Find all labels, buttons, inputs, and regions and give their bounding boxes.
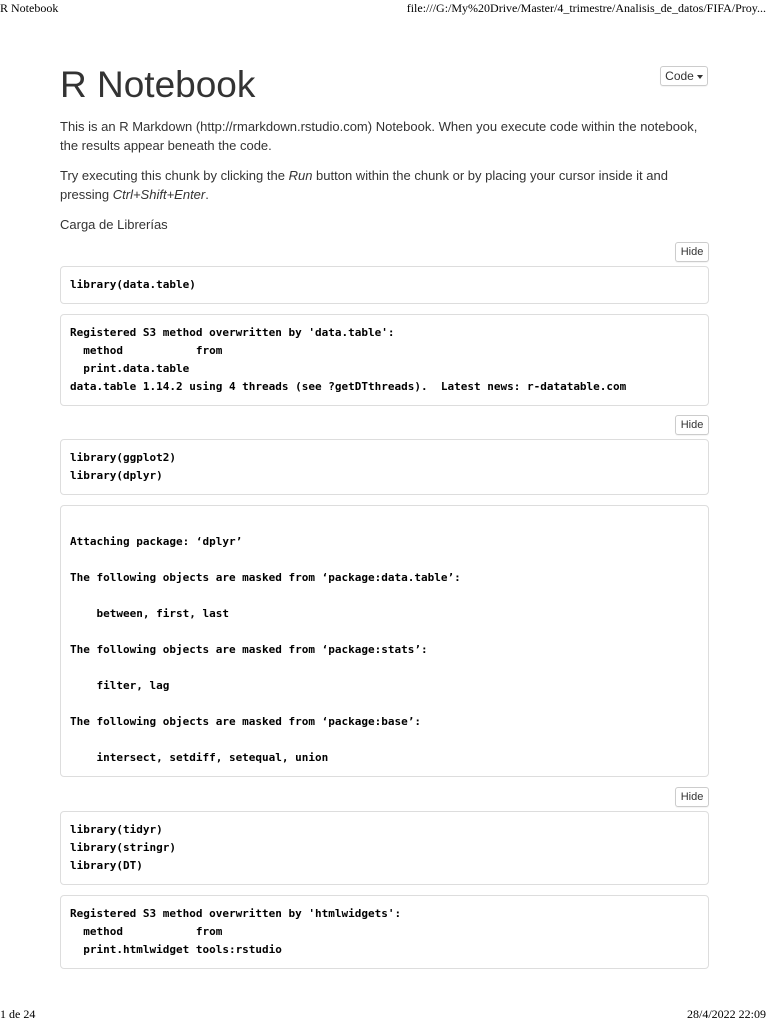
hide-button-chunk-3[interactable]: Hide — [675, 787, 709, 807]
intro-paragraph — [60, 117, 709, 155]
print-header-title: R Notebook — [0, 1, 59, 15]
print-header-url: file:///G:/My%20Drive/Master/4_trimestre/Analisis_de_datos/FIFA/Proy... — [406, 1, 766, 15]
output-chunk-2: Attaching package: ‘dplyr’ The following objects are masked from ‘package:data.table’: between, first, last The following objects are masked from ‘package:stats’: filter, lag The following objects are masked from ‘package:base’: intersect, setdiff, setequal, union — [60, 505, 709, 777]
code-chunk-1[interactable]: library(data.table) — [60, 266, 709, 304]
page-title: R Notebook — [60, 64, 256, 105]
output-chunk-1: Registered S3 method overwritten by 'data.table': method from print.data.table data.table 1.14.2 using 4 threads (see ?getDTthreads). Latest news: r-datatable.com — [60, 314, 709, 406]
hide-button-chunk-1[interactable]: Hide — [675, 242, 709, 262]
shortcut-term: Ctrl+Shift+Enter — [112, 187, 206, 202]
run-term: Run — [288, 168, 313, 183]
instructions-text-1: Try executing this chunk by clicking the — [60, 168, 289, 183]
output-chunk-3: Registered S3 method overwritten by 'htmlwidgets': method from print.htmlwidget tools:rstudio — [60, 895, 709, 969]
instructions-paragraph — [60, 166, 709, 204]
instructions-text-3: . — [205, 187, 209, 202]
code-chunk-3[interactable]: library(tidyr) library(stringr) library(DT) — [60, 811, 709, 885]
hide-button-chunk-2[interactable]: Hide — [675, 415, 709, 435]
intro-text: This is an R Markdown (http://rmarkdown.rstudio.com) Notebook. When you execute code within the notebook, the results appear beneath the code. — [60, 119, 698, 153]
instructions-text-2: button within the chunk or by placing your cursor inside it and pressing — [60, 168, 668, 202]
code-chunk-2[interactable]: library(ggplot2) library(dplyr) — [60, 439, 709, 495]
print-timestamp: 28/4/2022 22:09 — [686, 1007, 766, 1021]
caret-down-icon — [697, 75, 703, 79]
code-toggle-label: Code — [665, 69, 694, 83]
code-toggle-button[interactable] — [660, 66, 708, 86]
print-header — [0, 0, 768, 16]
page-number: 1 de 24 — [0, 1007, 36, 1021]
section-label: Carga de Librerías — [60, 217, 168, 232]
print-footer — [0, 1008, 768, 1024]
